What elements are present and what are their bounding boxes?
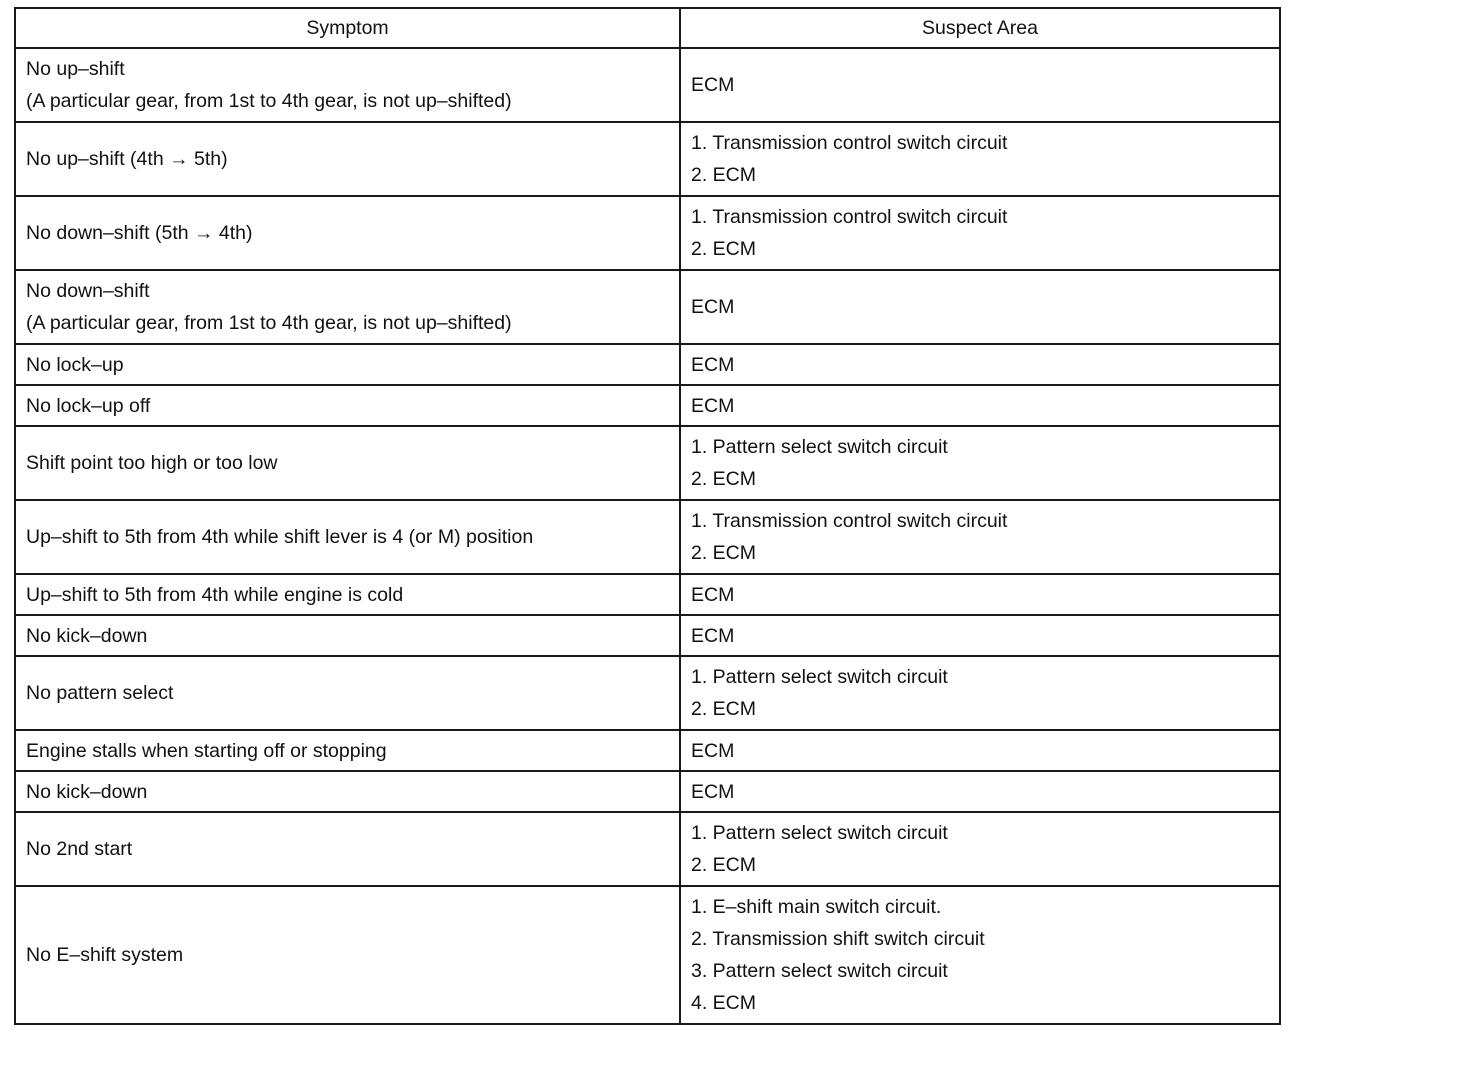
symptom-cell bbox=[15, 771, 680, 812]
suspect-area-cell bbox=[680, 812, 1280, 886]
table-row bbox=[15, 48, 1280, 122]
suspect-area-text: ECM bbox=[691, 74, 735, 96]
symptom-text: No up–shift (4th → 5th) bbox=[26, 148, 228, 170]
suspect-area-cell bbox=[680, 344, 1280, 385]
suspect-area-text: ECM bbox=[691, 296, 735, 318]
suspect-area-text: 1. Transmission control switch circuit bbox=[691, 510, 1008, 532]
suspect-area-text: ECM bbox=[691, 739, 735, 762]
suspect-area-text: ECM bbox=[691, 583, 735, 606]
table-row bbox=[15, 886, 1280, 1024]
suspect-area-cell bbox=[680, 656, 1280, 730]
symptom-text: No kick–down bbox=[26, 624, 148, 647]
symptom-text: No 2nd start bbox=[26, 838, 133, 860]
table-row bbox=[15, 196, 1280, 270]
symptom-cell bbox=[15, 730, 680, 771]
symptom-cell bbox=[15, 615, 680, 656]
table-row bbox=[15, 656, 1280, 730]
suspect-area-column-header: Suspect Area bbox=[680, 8, 1280, 48]
table-row bbox=[15, 730, 1280, 771]
table-row bbox=[15, 615, 1280, 656]
suspect-area-text: 1. E–shift main switch circuit. bbox=[691, 896, 942, 918]
suspect-area-text: 1. Transmission control switch circuit bbox=[691, 132, 1008, 154]
symptom-text: No kick–down bbox=[26, 780, 148, 803]
suspect-area-text: 2. ECM bbox=[691, 164, 757, 186]
table-row bbox=[15, 574, 1280, 615]
suspect-area-cell bbox=[680, 615, 1280, 656]
symptom-column-header: Symptom bbox=[15, 8, 680, 48]
symptom-text: No up–shift bbox=[26, 58, 125, 80]
table-row bbox=[15, 771, 1280, 812]
symptom-cell bbox=[15, 500, 680, 574]
table-row bbox=[15, 385, 1280, 426]
symptom-text: No lock–up off bbox=[26, 394, 151, 417]
symptom-cell bbox=[15, 122, 680, 196]
symptom-cell bbox=[15, 344, 680, 385]
suspect-area-cell bbox=[680, 48, 1280, 122]
suspect-area-text: 2. ECM bbox=[691, 542, 757, 564]
table-body bbox=[15, 48, 1280, 1024]
symptom-text: No lock–up bbox=[26, 353, 124, 376]
symptom-cell bbox=[15, 886, 680, 1024]
suspect-area-cell bbox=[680, 196, 1280, 270]
suspect-area-cell bbox=[680, 730, 1280, 771]
suspect-area-text: 2. ECM bbox=[691, 468, 757, 490]
symptom-cell bbox=[15, 48, 680, 122]
suspect-area-cell bbox=[680, 771, 1280, 812]
suspect-area-text: 1. Transmission control switch circuit bbox=[691, 206, 1008, 228]
suspect-area-text: 1. Pattern select switch circuit bbox=[691, 436, 948, 458]
symptom-text: No pattern select bbox=[26, 682, 174, 704]
symptom-text: No down–shift (5th → 4th) bbox=[26, 222, 253, 244]
suspect-area-text: 2. ECM bbox=[691, 238, 757, 260]
suspect-area-text: 1. Pattern select switch circuit bbox=[691, 666, 948, 688]
symptom-text: Up–shift to 5th from 4th while engine is cold bbox=[26, 583, 404, 606]
suspect-area-cell bbox=[680, 270, 1280, 344]
suspect-area-cell bbox=[680, 574, 1280, 615]
symptom-text: (A particular gear, from 1st to 4th gear, is not up–shifted) bbox=[26, 90, 512, 112]
symptom-cell bbox=[15, 812, 680, 886]
suspect-area-text: ECM bbox=[691, 624, 735, 647]
suspect-area-text: 2. ECM bbox=[691, 698, 757, 720]
table-row bbox=[15, 344, 1280, 385]
table-row bbox=[15, 500, 1280, 574]
table-row bbox=[15, 812, 1280, 886]
suspect-area-text: ECM bbox=[691, 394, 735, 417]
symptom-cell bbox=[15, 656, 680, 730]
suspect-area-text: 2. ECM bbox=[691, 854, 757, 876]
symptom-text: No down–shift bbox=[26, 280, 150, 302]
suspect-area-cell bbox=[680, 122, 1280, 196]
symptom-cell bbox=[15, 426, 680, 500]
symptom-cell bbox=[15, 574, 680, 615]
suspect-area-cell bbox=[680, 426, 1280, 500]
suspect-area-text: 2. Transmission shift switch circuit bbox=[691, 928, 985, 950]
suspect-area-cell bbox=[680, 886, 1280, 1024]
symptom-text: Shift point too high or too low bbox=[26, 452, 278, 474]
symptom-text: Up–shift to 5th from 4th while shift lever is 4 (or M) position bbox=[26, 526, 534, 548]
symptom-text: (A particular gear, from 1st to 4th gear, is not up–shifted) bbox=[26, 312, 512, 334]
table-row bbox=[15, 270, 1280, 344]
suspect-area-cell bbox=[680, 500, 1280, 574]
troubleshooting-table bbox=[14, 7, 1281, 1025]
symptom-cell bbox=[15, 196, 680, 270]
symptom-text: Engine stalls when starting off or stopping bbox=[26, 739, 387, 762]
suspect-area-text: 4. ECM bbox=[691, 992, 757, 1014]
symptom-cell bbox=[15, 270, 680, 344]
suspect-area-text: 1. Pattern select switch circuit bbox=[691, 822, 948, 844]
suspect-area-text: ECM bbox=[691, 353, 735, 376]
suspect-area-cell bbox=[680, 385, 1280, 426]
table-row bbox=[15, 122, 1280, 196]
table-row bbox=[15, 426, 1280, 500]
suspect-area-text: 3. Pattern select switch circuit bbox=[691, 960, 948, 982]
symptom-cell bbox=[15, 385, 680, 426]
symptom-text: No E–shift system bbox=[26, 944, 184, 966]
suspect-area-text: ECM bbox=[691, 780, 735, 803]
table-header-row bbox=[15, 8, 1280, 48]
